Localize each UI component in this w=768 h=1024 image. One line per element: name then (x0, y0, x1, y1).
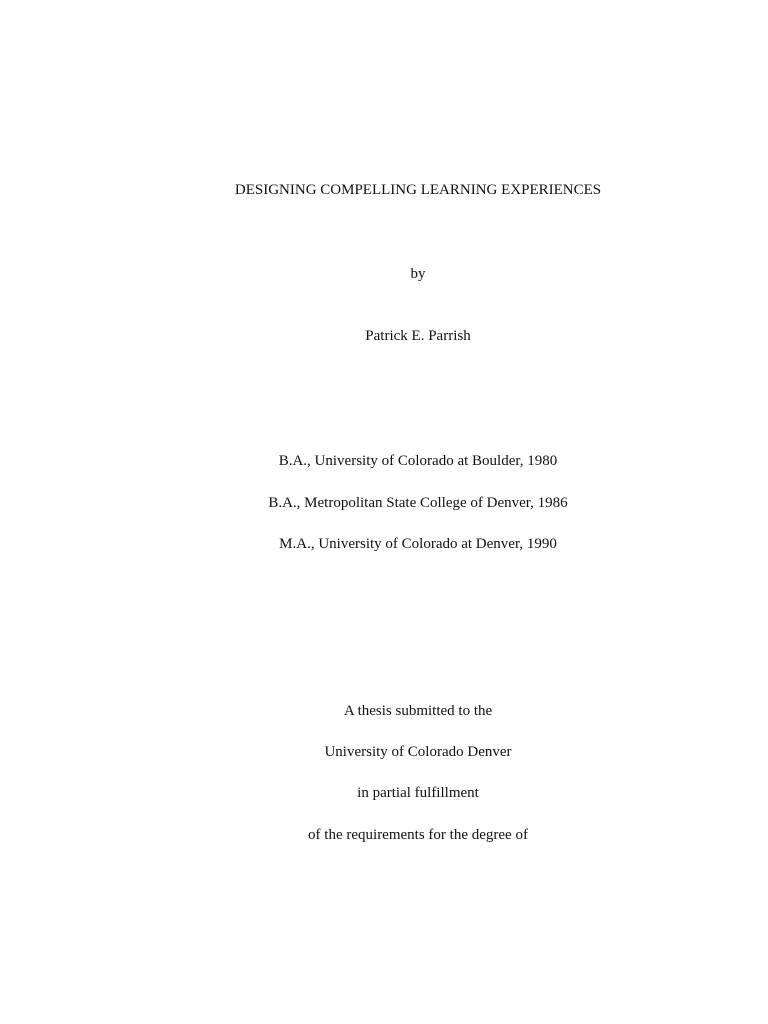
by-line: by (410, 266, 426, 282)
submission-line-1: A thesis submitted to the (343, 703, 493, 719)
degree-line-1: B.A., University of Colorado at Boulder, 1980 (278, 453, 558, 469)
degree-line-2: B.A., Metropolitan State College of Denver, 1986 (268, 495, 568, 511)
submission-line-2: University of Colorado Denver (324, 744, 512, 760)
degree-line-3: M.A., University of Colorado at Denver, 1990 (279, 536, 557, 552)
thesis-title: DESIGNING COMPELLING LEARNING EXPERIENCES (234, 182, 602, 198)
author-name: Patrick E. Parrish (365, 328, 471, 344)
submission-line-3: in partial fulfillment (357, 785, 479, 801)
submission-line-4: of the requirements for the degree of (308, 827, 528, 843)
